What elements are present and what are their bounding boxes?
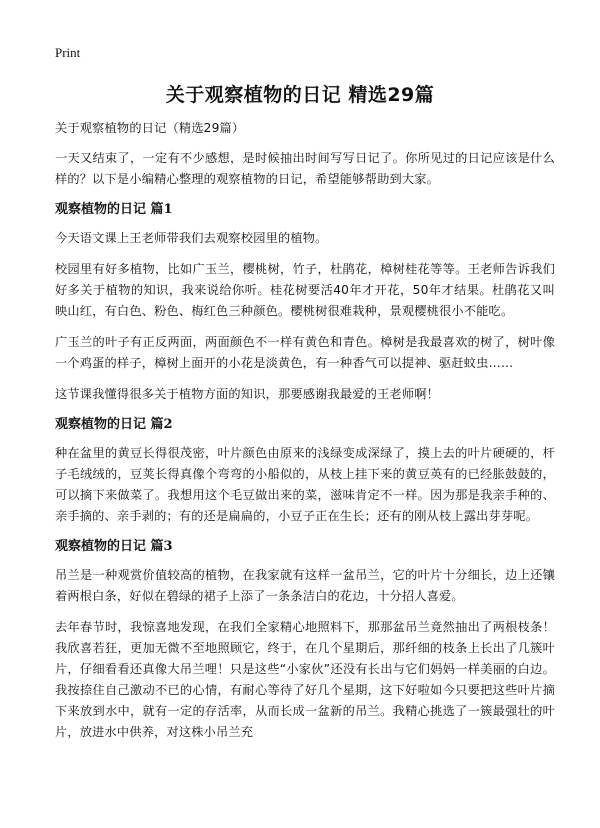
section-heading-2: 观察植物的日记 篇2 <box>55 417 173 432</box>
section-3-paragraph-2: 去年春节时，我惊喜地发现，在我们全家精心地照料下，那那盆吊兰竟然抽出了两根枝条！我欣喜若狂，更加无微不至地照顾它，终于，在几个星期后，那纤细的枝条上长出了几簇叶片，仔细看看还真像大吊兰哩！只是这些“小家伙”还没有长出与它们妈妈一样美丽的白边。我按捺住自己激动不已的心情，有耐心等待了好几个星期，这下好啦如今只要把这些叶片摘下来放到水中，就有一定的存活率，从而长成一盆新的吊兰。我精心挑选了一簇最强壮的叶片，放进水中供养，对这株小吊兰充 <box>55 620 555 739</box>
document-body <box>55 118 555 753</box>
section-2-paragraph-1: 种在盆里的黄豆长得很茂密，叶片颜色由原来的浅绿变成深绿了，摸上去的叶片硬硬的，杆子毛绒绒的，豆荚长得真像个弯弯的小船似的，从枝上挂下来的黄豆英有的已经胀鼓鼓的，可以摘下来做菜了。我想用这个毛豆做出来的菜，滋味肯定不一样。因为那是我亲手种的、亲手摘的、亲手剥的；有的还是扁扁的，小豆子正在生长；还有的刚从枝上露出芽芽呢。 <box>55 446 555 523</box>
document-subtitle: 关于观察植物的日记（精选29篇） <box>55 121 245 135</box>
section-3-paragraph-1: 吊兰是一种观赏价值较高的植物，在我家就有这样一盆吊兰，它的叶片十分细长，边上还镶着两根白条，好似在碧绿的裙子上添了一条条洁白的花边，十分招人喜爱。 <box>55 568 555 603</box>
print-label: Print <box>55 45 81 60</box>
section-heading-1: 观察植物的日记 篇1 <box>55 202 173 217</box>
section-1-paragraph-2: 校园里有好多植物，比如广玉兰，樱桃树，竹子，杜鹃花，樟树桂花等等。王老师告诉我们好多关于植物的知识，我来说给你听。桂花树要活40年才开花，50年才结果。杜鹃花又叫映山红，有白色、粉色、梅红色三种颜色。樱桃树很难栽种，景观樱桃很小不能吃。 <box>55 262 555 318</box>
page-title: 关于观察植物的日记 精选29篇 <box>165 84 435 106</box>
section-1-paragraph-4: 这节课我懂得很多关于植物方面的知识，那要感谢我最爱的王老师啊！ <box>55 387 440 401</box>
intro-paragraph: 一天又结束了，一定有不少感想，是时候抽出时间写写日记了。你所见过的日记应该是什么样的？以下是小编精心整理的观察植物的日记，希望能够帮助到大家。 <box>55 151 555 186</box>
section-heading-3: 观察植物的日记 篇3 <box>55 539 173 554</box>
section-1-paragraph-1: 今天语文课上王老师带我们去观察校园里的植物。 <box>55 231 328 245</box>
section-1-paragraph-3: 广玉兰的叶子有正反两面，两面颜色不一样有黄色和青色。樟树是我最喜欢的树了，树叶像一个鸡蛋的样子，樟树上面开的小花是淡黄色，有一种香气可以提神、驱赶蚊虫…… <box>55 335 555 370</box>
